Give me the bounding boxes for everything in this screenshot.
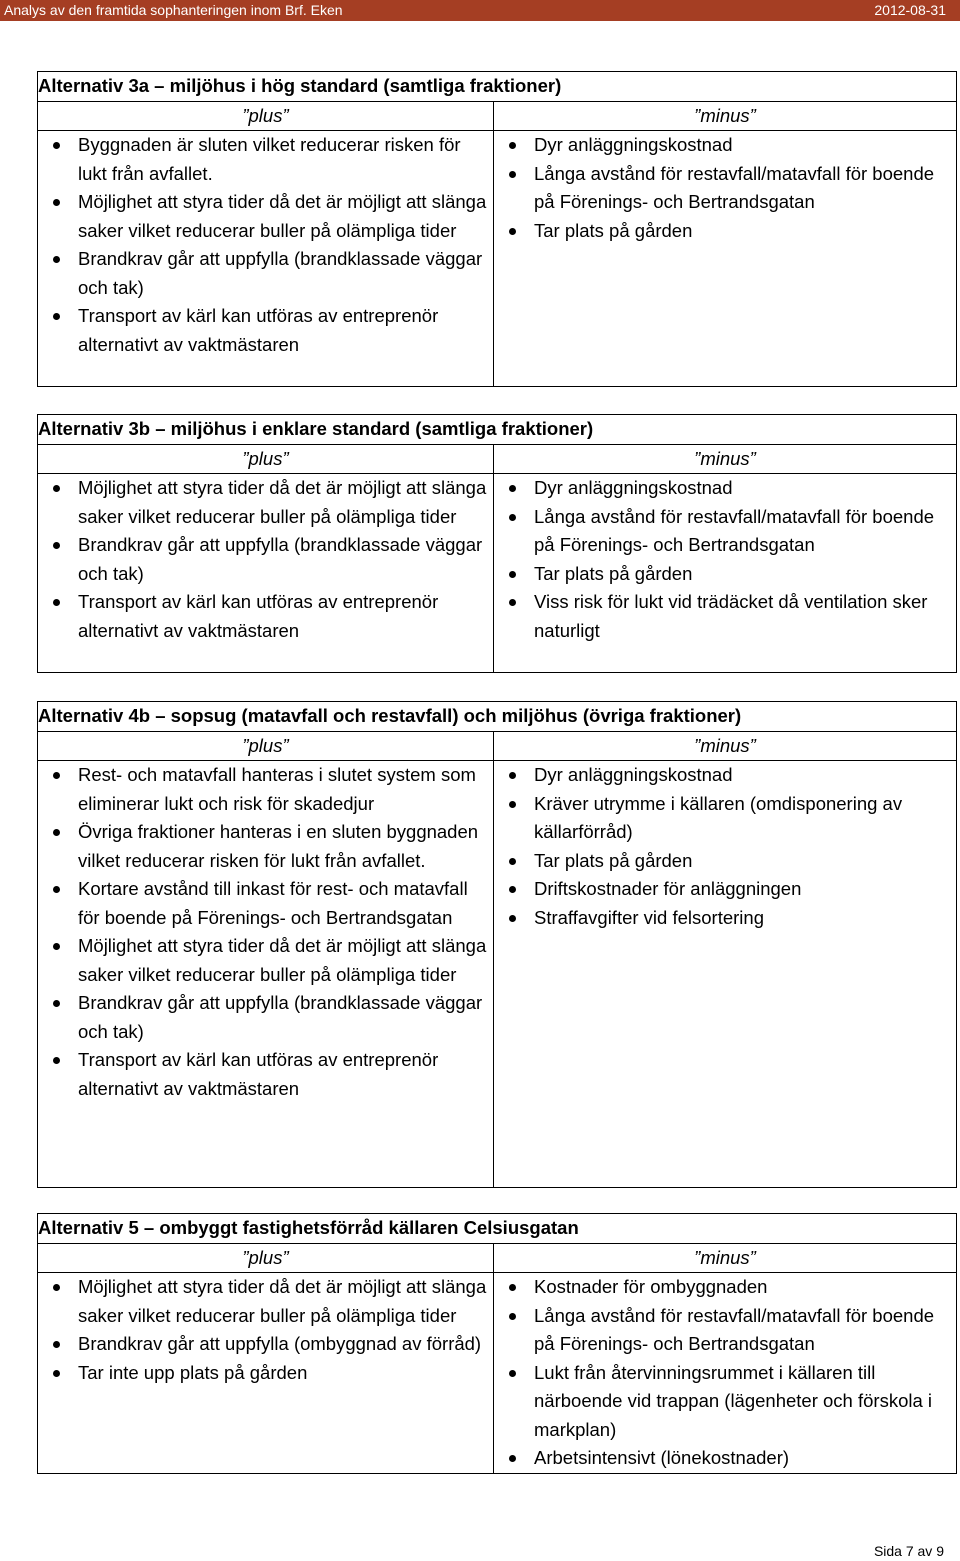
plus-column [38, 474, 494, 673]
plus-item: Möjlighet att styra tider då det är möjligt att slänga saker vilket reducerar buller på olämpliga tider [38, 1273, 493, 1330]
plus-item: Brandkrav går att uppfylla (brandklassade väggar och tak) [38, 245, 493, 302]
plus-item: Möjlighet att styra tider då det är möjligt att slänga saker vilket reducerar buller på olämpliga tider [38, 932, 493, 989]
minus-item: Kostnader för ombyggnaden [494, 1273, 956, 1302]
plus-item: Transport av kärl kan utföras av entreprenör alternativt av vaktmästaren [38, 1046, 493, 1103]
minus-item: Långa avstånd för restavfall/matavfall för boende på Förenings- och Bertrandsgatan [494, 503, 956, 560]
plus-column [38, 131, 494, 387]
minus-item: Driftskostnader för anläggningen [494, 875, 956, 904]
minus-item: Tar plats på gården [494, 847, 956, 876]
alternative-title: Alternativ 4b – sopsug (matavfall och restavfall) och miljöhus (övriga fraktioner) [38, 702, 957, 732]
minus-item: Tar plats på gården [494, 560, 956, 589]
alternative-table-5 [37, 1213, 957, 1474]
plus-item: Brandkrav går att uppfylla (brandklassade väggar och tak) [38, 989, 493, 1046]
minus-header: ”minus” [494, 101, 957, 131]
alternative-title: Alternativ 3b – miljöhus i enklare standard (samtliga fraktioner) [38, 415, 957, 445]
plus-header: ”plus” [38, 444, 494, 474]
plus-item: Byggnaden är sluten vilket reducerar risken för lukt från avfallet. [38, 131, 493, 188]
minus-column [494, 1273, 957, 1474]
minus-item: Långa avstånd för restavfall/matavfall för boende på Förenings- och Bertrandsgatan [494, 160, 956, 217]
minus-item: Lukt från återvinningsrummet i källaren till närboende vid trappan (lägenheter och förskola i markplan) [494, 1359, 956, 1445]
alternative-title: Alternativ 3a – miljöhus i hög standard (samtliga fraktioner) [38, 72, 957, 102]
minus-item: Dyr anläggningskostnad [494, 131, 956, 160]
document-header-bar [0, 0, 960, 21]
document-title: Analys av den framtida sophanteringen inom Brf. Eken [4, 2, 343, 18]
plus-header: ”plus” [38, 731, 494, 761]
minus-header: ”minus” [494, 444, 957, 474]
minus-header: ”minus” [494, 731, 957, 761]
alternative-table-3a [37, 71, 957, 387]
minus-item: Straffavgifter vid felsortering [494, 904, 956, 933]
plus-header: ”plus” [38, 101, 494, 131]
alternative-table-3b [37, 414, 957, 673]
minus-item: Dyr anläggningskostnad [494, 761, 956, 790]
page-number: Sida 7 av 9 [873, 1543, 944, 1559]
plus-item: Transport av kärl kan utföras av entreprenör alternativt av vaktmästaren [38, 302, 493, 359]
plus-item: Brandkrav går att uppfylla (brandklassade väggar och tak) [38, 531, 493, 588]
minus-column [494, 761, 957, 1188]
minus-header: ”minus” [494, 1243, 957, 1273]
plus-item: Transport av kärl kan utföras av entreprenör alternativt av vaktmästaren [38, 588, 493, 645]
plus-header: ”plus” [38, 1243, 494, 1273]
alternative-title: Alternativ 5 – ombyggt fastighetsförråd källaren Celsiusgatan [38, 1214, 957, 1244]
document-date: 2012-08-31 [874, 2, 946, 18]
plus-item: Rest- och matavfall hanteras i slutet system som eliminerar lukt och risk för skadedjur [38, 761, 493, 818]
plus-column [38, 1273, 494, 1474]
plus-item: Övriga fraktioner hanteras i en sluten byggnaden vilket reducerar risken för lukt från avfallet. [38, 818, 493, 875]
plus-column [38, 761, 494, 1188]
minus-item: Arbetsintensivt (lönekostnader) [494, 1444, 956, 1473]
minus-item: Viss risk för lukt vid trädäcket då ventilation sker naturligt [494, 588, 956, 645]
plus-item: Tar inte upp plats på gården [38, 1359, 493, 1388]
minus-column [494, 474, 957, 673]
plus-item: Brandkrav går att uppfylla (ombyggnad av förråd) [38, 1330, 493, 1359]
plus-item: Möjlighet att styra tider då det är möjligt att slänga saker vilket reducerar buller på olämpliga tider [38, 188, 493, 245]
alternative-table-4b [37, 701, 957, 1188]
minus-item: Långa avstånd för restavfall/matavfall för boende på Förenings- och Bertrandsgatan [494, 1302, 956, 1359]
plus-item: Kortare avstånd till inkast för rest- och matavfall för boende på Förenings- och Bertrandsgatan [38, 875, 493, 932]
plus-item: Möjlighet att styra tider då det är möjligt att slänga saker vilket reducerar buller på olämpliga tider [38, 474, 493, 531]
minus-item: Kräver utrymme i källaren (omdisponering av källarförråd) [494, 790, 956, 847]
minus-column [494, 131, 957, 387]
minus-item: Tar plats på gården [494, 217, 956, 246]
minus-item: Dyr anläggningskostnad [494, 474, 956, 503]
